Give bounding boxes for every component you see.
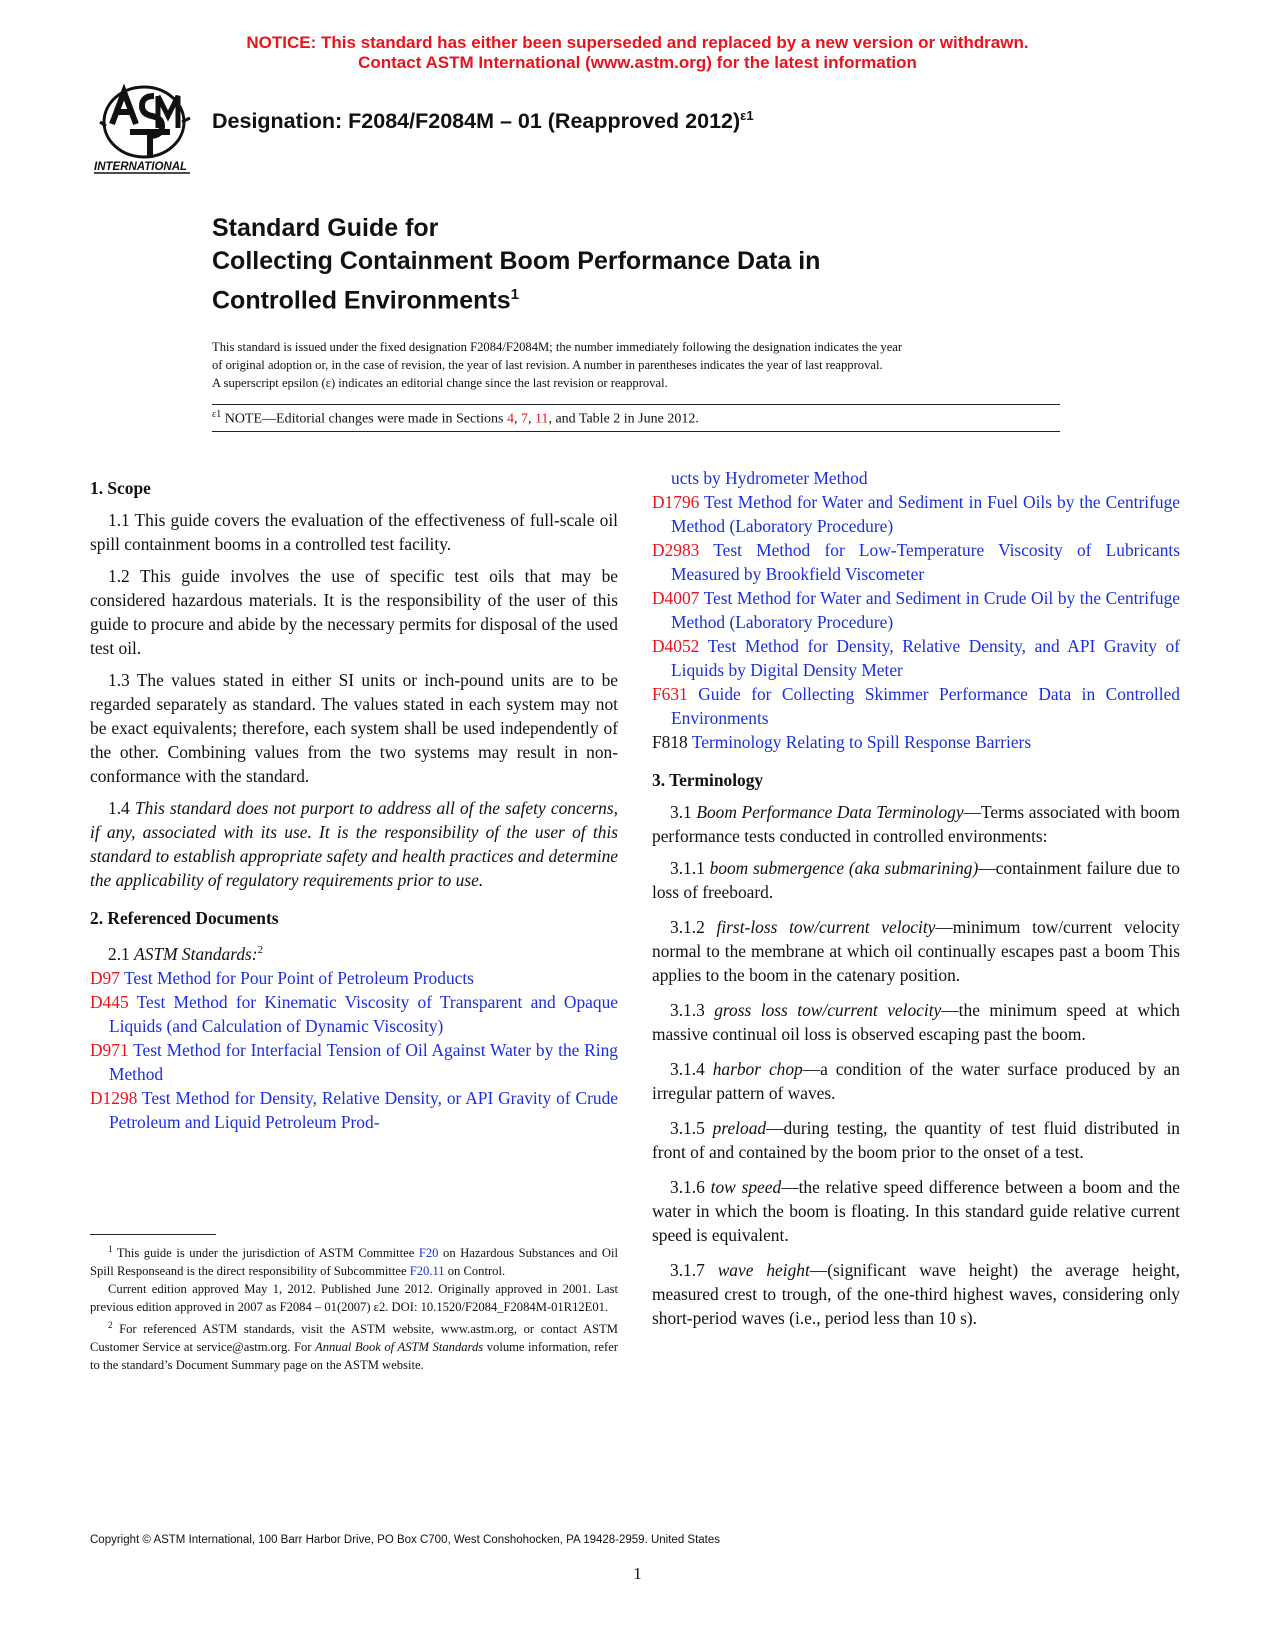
astm-logo-icon [94, 82, 198, 182]
refdocs-2-1-number: 2.1 [108, 943, 135, 964]
separator: , [513, 411, 521, 427]
notice-line-2: Contact ASTM International (www.astm.org) for the latest information [358, 53, 917, 72]
term-3-1-7 [652, 1258, 1180, 1330]
scope-1-4-text: This standard does not purport to address all of the safety concerns, if any, associated with its use. It is the responsibility of the user of this standard to establish appropriate safety and health practices and determine the applicability of regulatory requirements prior to use. [90, 798, 618, 890]
title-footnote-ref: 1 [510, 286, 519, 303]
term-definition: —Terms associated with boom performance tests conducted in controlled environments: [652, 802, 1180, 846]
subcommittee-link[interactable]: F20.11 [409, 1264, 445, 1279]
logo-text: INTERNATIONAL [94, 161, 188, 173]
ref-code[interactable]: F818 [652, 732, 688, 752]
term-definition: —(significant wave height) the average height, measured crest to trough, of the one-third highest waves, considering only short-period waves (i.e., period less than 10 s). [652, 1260, 1180, 1328]
term-3-1-5 [652, 1116, 1180, 1164]
separator: , [527, 411, 535, 427]
title-line-3: Controlled Environments [212, 286, 511, 315]
term-definition: —during testing, the quantity of test fluid distributed in front of and contained by the boom prior to the onset of a test. [652, 1118, 1180, 1162]
ref-item-d1796[interactable] [652, 490, 1180, 538]
ref-title[interactable]: Terminology Relating to Spill Response Barriers [691, 732, 1032, 752]
term-name: gross loss tow/current velocity [714, 1000, 942, 1020]
refdocs-2-1-label: ASTM Standards: [134, 943, 258, 964]
term-definition: —the relative speed difference between a boom and the water in which the boom is floating. In this standard guide relative current speed is equivalent. [652, 1177, 1180, 1245]
footnote-edition: Current edition approved May 1, 2012. Published June 2012. Originally approved in 2001. Last previous edition approved in 2007 as F2084 – 01(2007) ε2. DOI: 10.1520/F2084_F2084M-01R12E01. [90, 1282, 618, 1315]
footnote-1-text-c: on Control. [444, 1264, 506, 1279]
term-3-1-3 [652, 998, 1180, 1046]
right-column [652, 466, 1180, 1330]
issue-note-line-2: of original adoption or, in the case of revision, the year of last revision. A number in parentheses indicates the year of last reapproval. [212, 358, 883, 372]
document-title [212, 212, 820, 317]
term-name: wave height [717, 1260, 810, 1280]
term-number: 3.1 [670, 802, 697, 822]
footnote-2-text-b: volume information, refer to the standard’s Document Summary page on the ASTM website. [90, 1340, 618, 1373]
title-line-1: Standard Guide for [212, 214, 439, 242]
ref-title[interactable]: Test Method for Pour Point of Petroleum Products [124, 967, 474, 988]
notice-line-1: NOTICE: This standard has either been superseded and replaced by a new version or withdrawn. [246, 33, 1029, 52]
ref-item-d445[interactable] [90, 990, 618, 1038]
term-definition: —a condition of the water surface produced by an irregular pattern of waves. [652, 1059, 1180, 1103]
term-name: tow speed [710, 1177, 782, 1197]
term-name: Boom Performance Data Terminology [696, 802, 964, 822]
refdocs-footnote-ref: 2 [257, 944, 264, 956]
term-number: 3.1.6 [670, 1177, 711, 1197]
ref-title[interactable]: Test Method for Density, Relative Density, and API Gravity of Liquids by Digital Density Meter [671, 636, 1181, 680]
section-link-11[interactable]: 11 [534, 411, 549, 427]
section-link-4[interactable]: 4 [506, 411, 514, 427]
terminology-heading: 3. Terminology [652, 770, 764, 790]
footnote-2-book: Annual Book of ASTM Standards [315, 1340, 484, 1355]
term-3-1-1 [652, 856, 1180, 904]
ref-item-d1298-cont[interactable] [652, 466, 1180, 490]
term-3-1-4 [652, 1057, 1180, 1105]
term-3-1 [652, 800, 1180, 848]
ref-item-f631[interactable] [652, 682, 1180, 730]
ref-code[interactable]: D2983 [652, 540, 700, 560]
term-number: 3.1.7 [670, 1260, 718, 1280]
ref-item-d97[interactable] [90, 966, 618, 990]
term-name: boom submergence (aka submarining) [709, 858, 979, 878]
ref-title[interactable]: Test Method for Density, Relative Density, or API Gravity of Crude Petroleum and Liquid Petroleum Prod- [109, 1087, 618, 1132]
footnote-1-text-b: on Hazardous Substances and Oil Spill Responseand is the direct responsibility of Subcommittee [90, 1246, 618, 1279]
scope-1-3: 1.3 The values stated in either SI units or inch-pound units are to be regarded separately as standard. The values stated in each system may not be exact equivalents; therefore, each system shall be used independently of the other. Combining values from the two systems may result in non-conformance with the standard. [90, 670, 618, 786]
ref-title[interactable]: Test Method for Water and Sediment in Crude Oil by the Centrifuge Method (Laboratory Procedure) [671, 588, 1180, 632]
ref-code[interactable]: D4007 [652, 588, 700, 608]
ref-title[interactable]: Test Method for Water and Sediment in Fuel Oils by the Centrifuge Method (Laboratory Procedure) [671, 492, 1180, 536]
ref-item-d1298[interactable] [90, 1086, 618, 1134]
supersession-notice [0, 33, 1275, 73]
term-name: preload [712, 1118, 767, 1138]
term-3-1-2 [652, 915, 1180, 987]
section-link-7[interactable]: 7 [520, 411, 528, 427]
issue-note-line-3: A superscript epsilon (ε) indicates an editorial change since the last revision or reapproval. [212, 376, 668, 390]
scope-1-4 [90, 796, 618, 892]
ref-title-continued[interactable]: ucts by Hydrometer Method [671, 468, 868, 488]
issue-note [212, 338, 1060, 392]
term-definition: —minimum tow/current velocity normal to the membrane at which oil continually escapes past a boom This applies to the boom in the catenary position. [652, 917, 1180, 985]
footnote-1 [90, 1240, 618, 1280]
footnote-rule [90, 1234, 216, 1235]
ref-title[interactable]: Test Method for Interfacial Tension of Oil Against Water by the Ring Method [109, 1039, 618, 1084]
scope-1-2: 1.2 This guide involves the use of specific test oils that may be considered hazardous materials. It is the responsibility of the user of this guide to procure and abide by the necessary permits for disposal of the used test oil. [90, 566, 618, 658]
ref-code[interactable]: D1298 [90, 1087, 138, 1108]
copyright: Copyright © ASTM International, 100 Barr Harbor Drive, PO Box C700, West Conshohocken, PA 19428-2959. United States [90, 1534, 721, 1546]
term-number: 3.1.2 [670, 917, 717, 937]
designation-label: Designation: F2084/F2084M – 01 (Reapproved 2012) [212, 109, 741, 134]
issue-note-line-1: This standard is issued under the fixed designation F2084/F2084M; the number immediately following the designation indicates the year [212, 340, 903, 354]
term-definition: —the minimum speed at which massive continual oil loss is observed escaping past the boom. [652, 1000, 1180, 1044]
designation [212, 108, 754, 134]
refdocs-2-1 [90, 938, 618, 966]
term-number: 3.1.5 [670, 1118, 713, 1138]
ref-title[interactable]: Guide for Collecting Skimmer Performance Data in Controlled Environments [671, 684, 1180, 728]
term-number: 3.1.4 [670, 1059, 713, 1079]
term-definition: —containment failure due to loss of freeboard. [652, 858, 1180, 902]
left-column [90, 476, 618, 1134]
title-line-2: Collecting Containment Boom Performance Data in [212, 247, 821, 275]
ref-code[interactable]: D445 [90, 991, 129, 1012]
ref-code[interactable]: D4052 [652, 636, 700, 656]
term-number: 3.1.1 [670, 858, 710, 878]
footnotes [90, 1240, 618, 1374]
ref-item-d4052[interactable] [652, 634, 1180, 682]
scope-heading: 1. Scope [90, 478, 151, 498]
term-name: harbor chop [712, 1059, 803, 1079]
ref-code[interactable]: F631 [652, 684, 688, 704]
epsilon-prefix: NOTE—Editorial changes were made in Sections [221, 411, 507, 427]
term-name: first-loss tow/current velocity [716, 917, 936, 937]
ref-item-d4007[interactable] [652, 586, 1180, 634]
footnote-2 [90, 1316, 618, 1374]
refdocs-heading: 2. Referenced Documents [90, 908, 279, 928]
footnote-2-text-a: For referenced ASTM standards, visit the ASTM website, www.astm.org, or contact ASTM Customer Service at service@astm.org. For [90, 1322, 618, 1355]
epsilon-suffix: , and Table 2 in June 2012. [548, 411, 699, 427]
rule-bottom [212, 431, 1060, 432]
designation-superscript: ε1 [740, 108, 754, 123]
epsilon-sup: ε1 [212, 409, 222, 420]
term-number: 3.1.3 [670, 1000, 715, 1020]
ref-title[interactable]: Test Method for Low-Temperature Viscosity of Lubricants Measured by Brookfield Viscometer [671, 540, 1180, 584]
footnote-1-marker: 1 [108, 1244, 113, 1254]
page-number: 1 [633, 1564, 642, 1583]
term-3-1-6 [652, 1175, 1180, 1247]
ref-item-d2983[interactable] [652, 538, 1180, 586]
footnote-2-marker: 2 [108, 1320, 113, 1331]
ref-title[interactable]: Test Method for Kinematic Viscosity of Transparent and Opaque Liquids (and Calculation of Dynamic Viscosity) [109, 991, 618, 1036]
rule-top [212, 404, 1060, 405]
scope-1-4-number: 1.4 [108, 798, 135, 818]
ref-item-d971[interactable] [90, 1038, 618, 1086]
scope-1-1: 1.1 This guide covers the evaluation of the effectiveness of full-scale oil spill containment booms in a controlled test facility. [90, 510, 618, 554]
ref-item-f818[interactable] [652, 730, 1180, 754]
epsilon-note [212, 409, 699, 428]
ref-code[interactable]: D1796 [652, 492, 700, 512]
committee-link[interactable]: F20 [418, 1246, 439, 1261]
ref-code[interactable]: D97 [90, 967, 120, 988]
ref-code[interactable]: D971 [90, 1039, 129, 1060]
footnote-1-text-a: This guide is under the jurisdiction of ASTM Committee [112, 1246, 419, 1261]
